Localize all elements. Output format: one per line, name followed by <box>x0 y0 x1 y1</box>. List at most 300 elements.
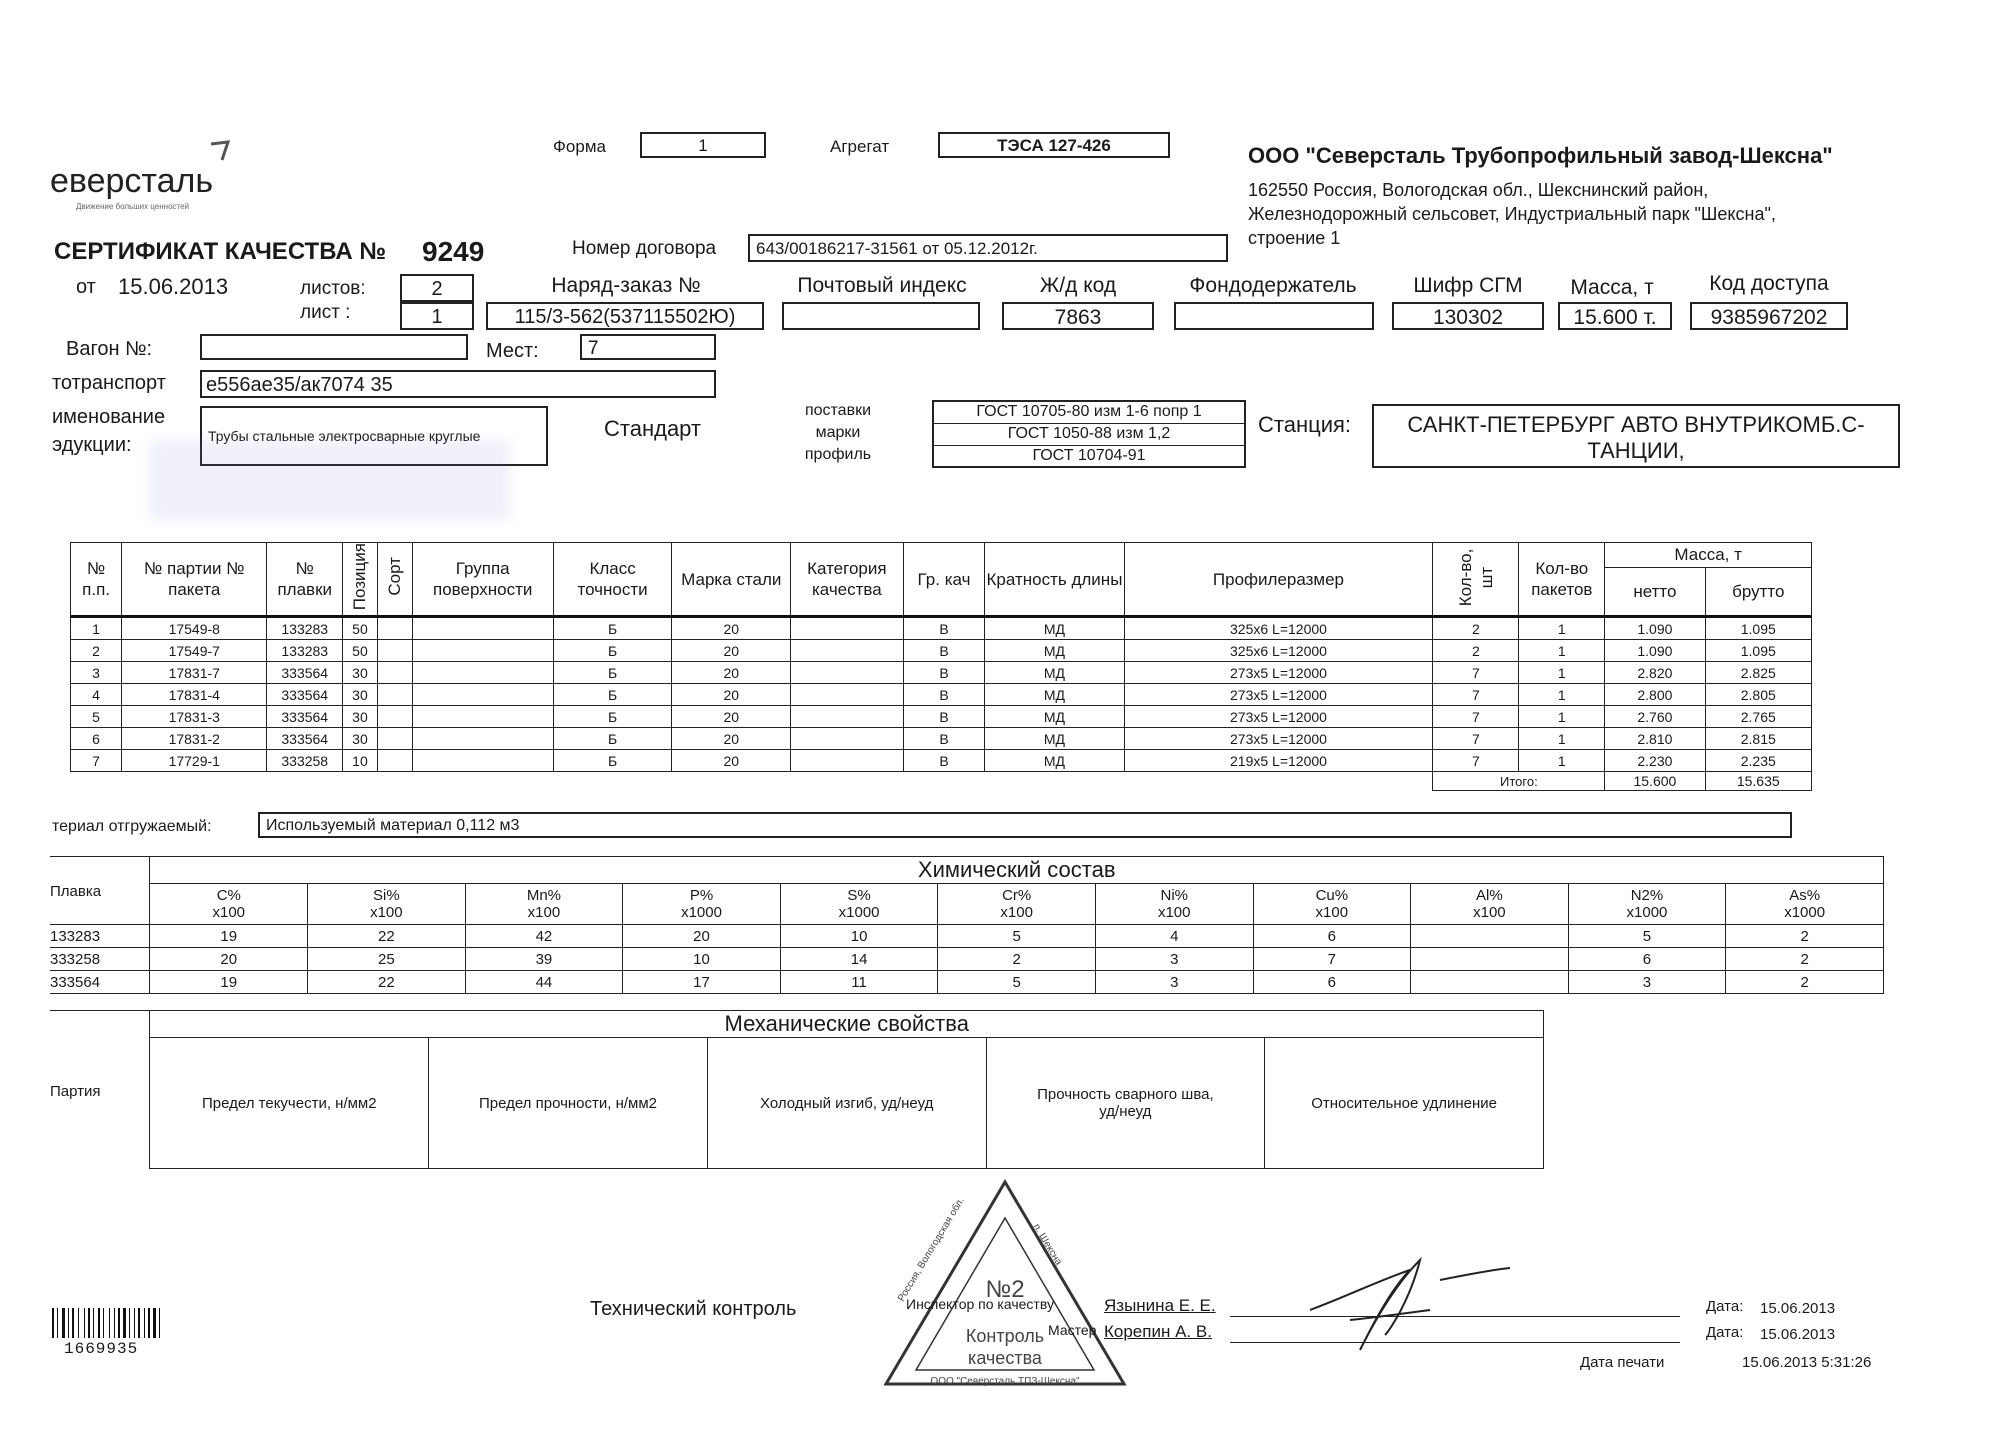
chem-value: 2 <box>1726 948 1884 971</box>
mech-col-0: Предел текучести, н/мм2 <box>150 1038 429 1169</box>
chem-value: 2 <box>1726 925 1884 948</box>
order-label: Наряд-заказ № <box>551 274 701 297</box>
cell-pos: 50 <box>343 617 378 640</box>
postal-label: Почтовый индекс <box>797 274 967 297</box>
cell-cat <box>791 617 904 640</box>
rail-code-field: 7863 <box>1002 302 1154 330</box>
chem-value: 19 <box>150 925 308 948</box>
chem-col-2: Mn% x100 <box>465 884 623 925</box>
cell-steel: 20 <box>672 617 791 640</box>
forma-field: 1 <box>640 132 766 158</box>
cell-packs: 1 <box>1519 728 1605 750</box>
cell-steel: 20 <box>672 706 791 728</box>
table-row <box>71 617 1812 640</box>
barcode-bar <box>118 1308 120 1338</box>
chem-value: 20 <box>150 948 308 971</box>
chem-value: 7 <box>1253 948 1411 971</box>
cell-len: МД <box>985 728 1124 750</box>
mass-label: Масса, т <box>1570 276 1654 299</box>
cell-steel: 20 <box>672 684 791 706</box>
barcode-bar <box>84 1308 85 1338</box>
wagon-field <box>200 334 468 360</box>
cell-heat: 133283 <box>267 640 343 662</box>
standard-sub-profile: профиль <box>804 446 872 463</box>
cell-sort <box>377 750 412 772</box>
cell-gross: 2.235 <box>1705 750 1811 772</box>
date-label-2: Дата: <box>1706 1324 1744 1341</box>
cell-batch: 17831-7 <box>122 662 267 684</box>
chem-col-8: Al% x100 <box>1411 884 1569 925</box>
col-qty: Кол-во, шт <box>1433 543 1519 617</box>
station-field: САНКТ-ПЕТЕРБУРГ АВТО ВНУТРИКОМБ.С-ТАНЦИИ, <box>1372 404 1900 468</box>
cell-surface <box>412 706 553 728</box>
barcode-bar <box>129 1308 130 1338</box>
cell-pos: 50 <box>343 640 378 662</box>
cell-len: МД <box>985 640 1124 662</box>
col-gross: брутто <box>1705 567 1811 616</box>
cell-pos: 30 <box>343 706 378 728</box>
agregat-label: Агрегат <box>830 137 890 156</box>
chem-col-3: P% x1000 <box>623 884 781 925</box>
product-name-field: Трубы стальные электросварные круглые <box>200 406 548 466</box>
cell-sort <box>377 706 412 728</box>
cell-acc: Б <box>553 706 672 728</box>
cell-profile: 325х6 L=12000 <box>1124 640 1433 662</box>
cell-batch: 17831-2 <box>122 728 267 750</box>
places-field: 7 <box>580 334 716 360</box>
certificate-date: 15.06.2013 <box>118 274 229 299</box>
cell-profile: 273х5 L=12000 <box>1124 706 1433 728</box>
chem-value: 22 <box>308 925 466 948</box>
cell-gross: 2.815 <box>1705 728 1811 750</box>
sgm-field: 130302 <box>1392 302 1544 330</box>
material-label: териал отгружаемый: <box>52 818 212 835</box>
col-num: № п.п. <box>71 543 122 617</box>
cell-n: 6 <box>71 728 122 750</box>
cell-n: 1 <box>71 617 122 640</box>
cell-batch: 17831-4 <box>122 684 267 706</box>
sheet-label: лист : <box>300 302 351 323</box>
station-label: Станция: <box>1258 412 1352 437</box>
company-address-1: 162550 Россия, Вологодская обл., Шекснинский район, <box>1248 180 1709 200</box>
chem-value: 39 <box>465 948 623 971</box>
sheet-field: 1 <box>400 302 474 330</box>
cell-profile: 273х5 L=12000 <box>1124 662 1433 684</box>
cell-heat: 333564 <box>267 728 343 750</box>
cell-cat <box>791 706 904 728</box>
barcode-bar <box>62 1308 65 1338</box>
wagon-label: Вагон №: <box>66 338 153 360</box>
barcode-bar <box>148 1308 150 1338</box>
barcode-bar <box>103 1308 104 1338</box>
barcode-bar <box>114 1308 115 1338</box>
chem-col-6: Ni% x100 <box>1095 884 1253 925</box>
forma-label: Форма <box>553 137 606 156</box>
batch-table <box>70 542 1812 791</box>
cell-net: 2.760 <box>1605 706 1705 728</box>
barcode-bar <box>88 1308 90 1338</box>
barcode-bar <box>159 1308 160 1338</box>
cell-gross: 1.095 <box>1705 617 1811 640</box>
logo-tagline: Движение больших ценностей <box>76 202 190 211</box>
chem-value: 20 <box>623 925 781 948</box>
chemistry-table <box>50 856 1884 994</box>
cell-surface <box>412 640 553 662</box>
cell-cat <box>791 728 904 750</box>
col-accuracy: Класс точности <box>553 543 672 617</box>
cell-packs: 1 <box>1519 662 1605 684</box>
cell-steel: 20 <box>672 728 791 750</box>
table-row <box>50 925 1884 948</box>
master-name: Корепин А. В. <box>1104 1322 1212 1341</box>
col-position: Позиция <box>343 543 378 617</box>
cell-acc: Б <box>553 662 672 684</box>
standard-sub-grade: марки <box>815 424 861 441</box>
chem-value: 22 <box>308 971 466 994</box>
chem-value: 3 <box>1568 971 1726 994</box>
tech-control-label: Технический контроль <box>590 1298 797 1320</box>
barcode-bar <box>57 1308 58 1338</box>
cell-gross: 1.095 <box>1705 640 1811 662</box>
chem-col-4: S% x1000 <box>780 884 938 925</box>
chem-heat: 133283 <box>50 925 150 948</box>
table-row <box>71 750 1812 772</box>
access-code-label: Код доступа <box>1709 272 1829 295</box>
chem-value <box>1411 971 1569 994</box>
cell-packs: 1 <box>1519 640 1605 662</box>
cell-sort <box>377 728 412 750</box>
cell-net: 1.090 <box>1605 640 1705 662</box>
stamp-line-2: качества <box>968 1348 1042 1368</box>
chem-value: 5 <box>938 925 1096 948</box>
product-label-2: эдукции: <box>52 434 132 456</box>
col-profile: Профилеразмер <box>1124 543 1433 617</box>
inspector-name: Язынина Е. Е. <box>1104 1296 1216 1315</box>
ink-smudge <box>150 440 510 520</box>
barcode-bar <box>109 1308 110 1338</box>
chem-value: 6 <box>1253 925 1411 948</box>
standard-profile: ГОСТ 10704-91 <box>1032 447 1146 464</box>
chem-col-7: Cu% x100 <box>1253 884 1411 925</box>
chem-value: 4 <box>1095 925 1253 948</box>
cell-pos: 10 <box>343 750 378 772</box>
table-row <box>71 684 1812 706</box>
cell-grp: В <box>903 706 985 728</box>
cell-qty: 2 <box>1433 617 1519 640</box>
chem-heat-header: Плавка <box>50 857 150 925</box>
places-label: Мест: <box>486 340 539 362</box>
cell-qty: 7 <box>1433 684 1519 706</box>
cell-grp: В <box>903 640 985 662</box>
cell-acc: Б <box>553 640 672 662</box>
cell-grp: В <box>903 617 985 640</box>
chem-value: 5 <box>1568 925 1726 948</box>
barcode-bar <box>144 1308 145 1338</box>
chem-value: 2 <box>1726 971 1884 994</box>
cell-grp: В <box>903 662 985 684</box>
cell-n: 2 <box>71 640 122 662</box>
cell-steel: 20 <box>672 750 791 772</box>
date-value-2: 15.06.2013 <box>1760 1326 1836 1343</box>
cell-packs: 1 <box>1519 750 1605 772</box>
contract-label: Номер договора <box>572 238 717 259</box>
company-logo-text: еверсталь <box>50 162 214 200</box>
table-row <box>50 948 1884 971</box>
chem-value: 6 <box>1568 948 1726 971</box>
cell-cat <box>791 750 904 772</box>
material-field: Используемый материал 0,112 м3 <box>258 812 1792 838</box>
order-field: 115/3-562(537115502Ю) <box>486 302 764 330</box>
cell-qty: 7 <box>1433 728 1519 750</box>
barcode-bar <box>138 1308 140 1338</box>
cell-gross: 2.765 <box>1705 706 1811 728</box>
chem-value: 5 <box>938 971 1096 994</box>
standard-sub-delivery: поставки <box>804 402 872 419</box>
cell-surface <box>412 750 553 772</box>
chem-value: 10 <box>780 925 938 948</box>
chem-value <box>1411 948 1569 971</box>
cell-profile: 273х5 L=12000 <box>1124 684 1433 706</box>
cell-profile: 325х6 L=12000 <box>1124 617 1433 640</box>
transport-field: е556ае35/ак7074 35 <box>200 370 716 398</box>
barcode-number: 1669935 <box>64 1340 139 1358</box>
agregat-field: ТЭСА 127-426 <box>938 132 1170 158</box>
stamp-side-left: Россия, Вологодская обл. <box>896 1195 967 1304</box>
cell-packs: 1 <box>1519 706 1605 728</box>
col-net: нетто <box>1605 567 1705 616</box>
chem-value <box>1411 925 1569 948</box>
cell-acc: Б <box>553 617 672 640</box>
cell-net: 2.810 <box>1605 728 1705 750</box>
col-length: Кратность длины <box>985 543 1124 617</box>
col-quality-group: Гр. кач <box>903 543 985 617</box>
cell-grp: В <box>903 750 985 772</box>
cell-profile: 273х5 L=12000 <box>1124 728 1433 750</box>
table-row <box>71 728 1812 750</box>
cell-len: МД <box>985 706 1124 728</box>
chem-value: 14 <box>780 948 938 971</box>
barcode-bar <box>123 1308 126 1338</box>
chem-col-5: Cr% x100 <box>938 884 1096 925</box>
sgm-label: Шифр СГМ <box>1413 274 1523 297</box>
chem-value: 6 <box>1253 971 1411 994</box>
cell-packs: 1 <box>1519 617 1605 640</box>
col-heat: № плавки <box>267 543 343 617</box>
barcode-bar <box>98 1308 100 1338</box>
barcode-bar <box>68 1308 69 1338</box>
cell-steel: 20 <box>672 662 791 684</box>
chem-value: 25 <box>308 948 466 971</box>
cell-surface <box>412 662 553 684</box>
cell-acc: Б <box>553 728 672 750</box>
chem-value: 42 <box>465 925 623 948</box>
standard-label: Стандарт <box>604 416 702 441</box>
cell-heat: 333564 <box>267 706 343 728</box>
cell-batch: 17549-8 <box>122 617 267 640</box>
chem-heat: 333564 <box>50 971 150 994</box>
col-surface: Группа поверхности <box>412 543 553 617</box>
chem-value: 17 <box>623 971 781 994</box>
mechanics-table <box>50 1010 1544 1169</box>
cell-heat: 333564 <box>267 662 343 684</box>
batch-total-row <box>71 772 1812 791</box>
barcode-bar <box>153 1308 156 1338</box>
standards-box <box>932 400 1246 468</box>
sheets-field: 2 <box>400 274 474 302</box>
contract-field: 643/00186217-31561 от 05.12.2012г. <box>748 234 1228 262</box>
table-row <box>71 662 1812 684</box>
stamp-line-1: Контроль <box>965 1326 1045 1346</box>
product-label-1: именование <box>52 406 166 428</box>
mech-col-2: Холодный изгиб, уд/неуд <box>707 1038 986 1169</box>
cell-acc: Б <box>553 750 672 772</box>
standard-grade: ГОСТ 1050-88 изм 1,2 <box>1007 425 1171 442</box>
chem-value: 10 <box>623 948 781 971</box>
postal-field <box>782 302 980 330</box>
mass-field: 15.600 т. <box>1558 302 1672 330</box>
total-gross: 15.635 <box>1705 772 1811 791</box>
signature-icon <box>1290 1240 1530 1360</box>
cell-qty: 2 <box>1433 640 1519 662</box>
cell-gross: 2.805 <box>1705 684 1811 706</box>
mech-batch-header: Партия <box>50 1011 150 1169</box>
logo-mark-icon <box>208 138 234 164</box>
barcode-bar <box>93 1308 94 1338</box>
stamp-side-right: п. Шексна <box>1030 1222 1064 1268</box>
cell-profile: 219х5 L=12000 <box>1124 750 1433 772</box>
mech-title: Механические свойства <box>150 1011 1544 1038</box>
access-code-field: 9385967202 <box>1690 302 1848 330</box>
cell-batch: 17549-7 <box>122 640 267 662</box>
chem-value: 2 <box>938 948 1096 971</box>
cell-surface <box>412 617 553 640</box>
total-label: Итого: <box>1433 772 1605 791</box>
mech-col-1: Предел прочности, н/мм2 <box>429 1038 708 1169</box>
cell-heat: 133283 <box>267 617 343 640</box>
col-batch: № партии № пакета <box>122 543 267 617</box>
company-address-3: строение 1 <box>1248 228 1341 248</box>
cell-pos: 30 <box>343 662 378 684</box>
cell-len: МД <box>985 750 1124 772</box>
certificate-title: СЕРТИФИКАТ КАЧЕСТВА № <box>54 238 387 265</box>
table-row <box>71 706 1812 728</box>
mech-col-3: Прочность сварного шва, уд/неуд <box>986 1038 1265 1169</box>
mech-col-4: Относительное удлинение <box>1265 1038 1544 1169</box>
cell-cat <box>791 662 904 684</box>
col-sort: Сорт <box>377 543 412 617</box>
cell-cat <box>791 640 904 662</box>
company-address-2: Железнодорожный сельсовет, Индустриальный парк "Шексна", <box>1248 204 1776 224</box>
fund-holder-field <box>1174 302 1374 330</box>
barcode-bar <box>52 1308 54 1338</box>
cell-net: 2.800 <box>1605 684 1705 706</box>
cell-sort <box>377 617 412 640</box>
sheets-label: листов: <box>300 278 366 299</box>
date-prefix: от <box>76 276 96 298</box>
stamp-number: №2 <box>985 1276 1025 1303</box>
col-steel: Марка стали <box>672 543 791 617</box>
cell-net: 2.230 <box>1605 750 1705 772</box>
date-value-1: 15.06.2013 <box>1760 1300 1836 1317</box>
cell-pos: 30 <box>343 728 378 750</box>
cell-qty: 7 <box>1433 750 1519 772</box>
chem-value: 11 <box>780 971 938 994</box>
cell-n: 5 <box>71 706 122 728</box>
cell-qty: 7 <box>1433 662 1519 684</box>
chem-heat: 333258 <box>50 948 150 971</box>
total-net: 15.600 <box>1605 772 1705 791</box>
cell-grp: В <box>903 728 985 750</box>
col-category: Категория качества <box>791 543 904 617</box>
chem-value: 19 <box>150 971 308 994</box>
master-role: Мастер <box>1048 1322 1097 1338</box>
cell-len: МД <box>985 662 1124 684</box>
company-name: ООО "Северсталь Трубопрофильный завод-Шексна" <box>1248 143 1833 168</box>
cell-batch: 17831-3 <box>122 706 267 728</box>
cell-surface <box>412 728 553 750</box>
cell-grp: В <box>903 684 985 706</box>
chem-col-10: As% x1000 <box>1726 884 1884 925</box>
cell-packs: 1 <box>1519 684 1605 706</box>
transport-label: тотранспорт <box>52 372 166 394</box>
cell-batch: 17729-1 <box>122 750 267 772</box>
rail-code-label: Ж/д код <box>1039 274 1117 297</box>
barcode-bar <box>78 1308 79 1338</box>
chem-col-9: N2% x1000 <box>1568 884 1726 925</box>
cell-sort <box>377 684 412 706</box>
cell-heat: 333258 <box>267 750 343 772</box>
standard-delivery: ГОСТ 10705-80 изм 1-6 попр 1 <box>976 403 1202 420</box>
cell-heat: 333564 <box>267 684 343 706</box>
cell-len: МД <box>985 617 1124 640</box>
barcode-bar <box>134 1308 135 1338</box>
chem-value: 3 <box>1095 971 1253 994</box>
cell-pos: 30 <box>343 684 378 706</box>
chem-value: 44 <box>465 971 623 994</box>
table-row <box>71 640 1812 662</box>
cell-net: 1.090 <box>1605 617 1705 640</box>
certificate-number: 9249 <box>422 236 485 267</box>
date-label-1: Дата: <box>1706 1298 1744 1315</box>
cell-len: МД <box>985 684 1124 706</box>
col-packs: Кол-во пакетов <box>1519 543 1605 617</box>
cell-acc: Б <box>553 684 672 706</box>
chem-value: 3 <box>1095 948 1253 971</box>
chem-col-0: C% x100 <box>150 884 308 925</box>
cell-qty: 7 <box>1433 706 1519 728</box>
cell-n: 3 <box>71 662 122 684</box>
fund-holder-label: Фондодержатель <box>1189 274 1357 297</box>
chem-col-1: Si% x100 <box>308 884 466 925</box>
barcode <box>52 1308 216 1338</box>
stamp-bottom: ООО "Северсталь ТПЗ-Шексна" <box>930 1376 1080 1387</box>
cell-gross: 2.825 <box>1705 662 1811 684</box>
col-mass: Масса, т <box>1605 543 1812 568</box>
cell-cat <box>791 684 904 706</box>
cell-n: 7 <box>71 750 122 772</box>
cell-sort <box>377 640 412 662</box>
chem-title: Химический состав <box>150 857 1884 884</box>
cell-sort <box>377 662 412 684</box>
cell-net: 2.820 <box>1605 662 1705 684</box>
table-row <box>50 971 1884 994</box>
barcode-bar <box>72 1308 74 1338</box>
cell-steel: 20 <box>672 640 791 662</box>
print-date-value: 15.06.2013 5:31:26 <box>1742 1354 1872 1371</box>
inspector-role: Инспектор по качеству <box>906 1296 1054 1312</box>
cell-surface <box>412 684 553 706</box>
cell-n: 4 <box>71 684 122 706</box>
